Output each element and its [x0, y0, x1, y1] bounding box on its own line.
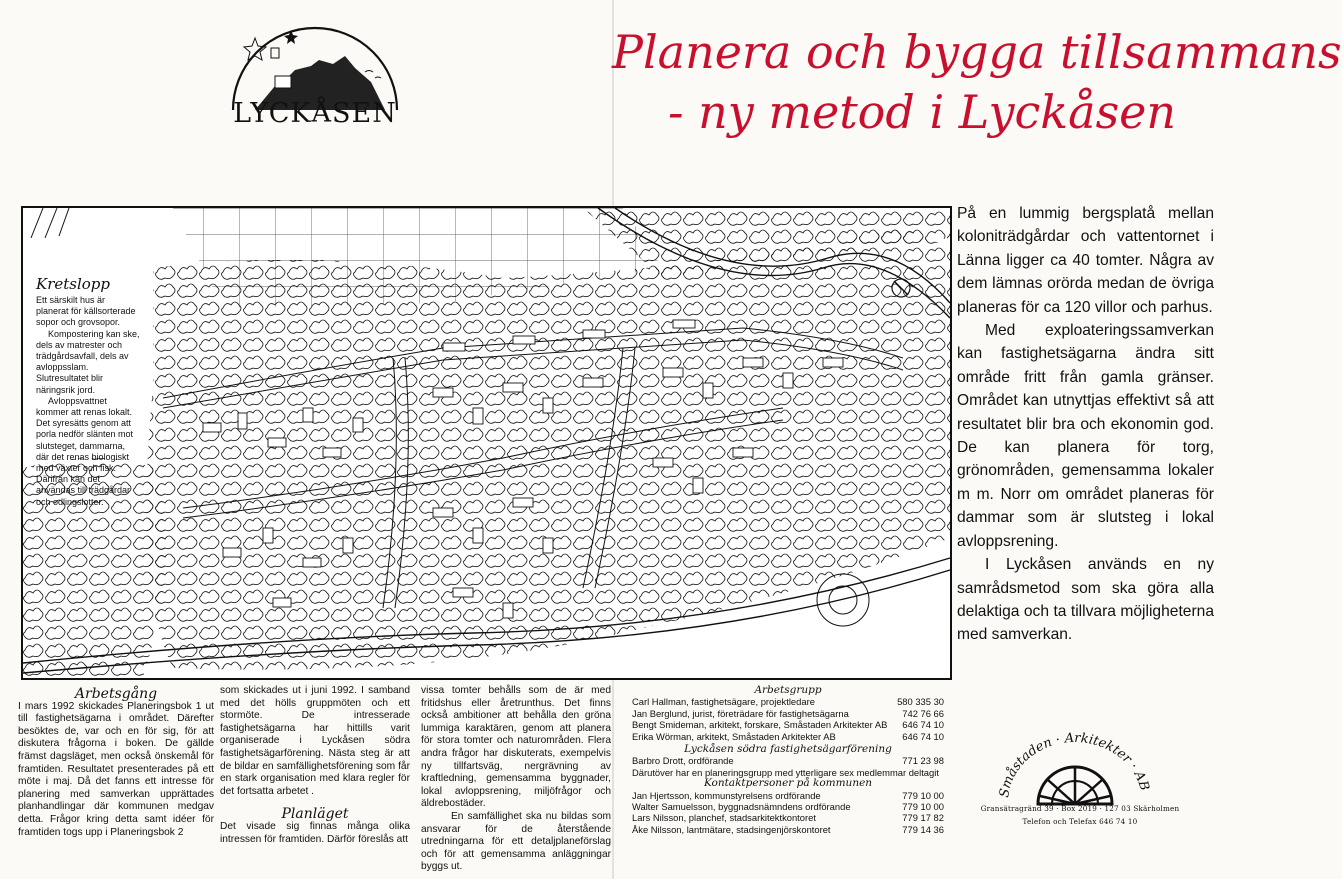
arbetsgang-text-continued: som skickades ut i juni 1992. I samband med det hölls gruppmöten och ett stormöte. De intresserade fastighetsägarna har hittills varit organiserade i Lyckåsen södra fastighetsägarförening. Nästa steg är att de bildar en samfällighetsförening som får en stark organisation med klara regler för det fortsatta arbetet .: [220, 685, 410, 797]
arbetsgang-text: I mars 1992 skickades Planeringsbok 1 ut till fastighetsägarna i området. Därefter besöktes de, var och en för sig, för att diskutera frågorna i boken. De gällde främst dagsläget, men också önskemål för framtiden. Resultatet presenterades på ett möte i maj. Då det fanns ett intresse för planering med samverkan upprättades planhandlingar där kommunen medgav detta. Frågor kring detta samt idéer för framtiden togs upp i Planeringsbok 2: [18, 700, 214, 838]
contact-name: Jan Hjertsson, kommunstyrelsens ordförande: [632, 789, 821, 801]
kretslopp-paragraph: Kompostering kan ske, dels av matrester och trädgårdsavfall, dels av avloppsslam. Slutresultatet blir näringsrik jord.: [36, 328, 140, 395]
contact-phone: 779 10 00: [902, 789, 944, 801]
kretslopp-paragraph: Ett särskilt hus är planerat för källsorterade sopor och grovsopor.: [36, 295, 136, 328]
intro-paragraph: Med exploateringssamverkan kan fastighetsägarna ändra sitt område fritt från gamla gränser. Området kan utnyttjas effektivt så att resultatet blir bra och ekonomin god. De kan planera för torg, grönområden, gemensamma lokaler m m. Norr om området planeras för dammar som är slutsteg i lokal avloppsrening.: [957, 322, 1214, 550]
site-plan-map: [21, 206, 952, 680]
firm-address: [980, 802, 1180, 828]
kretslopp-heading: Kretslopp: [36, 275, 111, 293]
firm-phone-line: Telefon och Telefax 646 74 10: [1022, 817, 1138, 826]
contact-phone: 646 74 10: [902, 730, 944, 742]
contact-name: Walter Samuelsson, byggnadsnämndens ordförande: [632, 801, 851, 813]
contact-name: Bengt Smideman, arkitekt, forskare, Småstaden Arkitekter AB: [632, 719, 888, 731]
contact-name: Barbro Drott, ordförande: [632, 755, 734, 767]
contact-name: Åke Nilsson, lantmätare, stadsingenjörskontoret: [632, 823, 831, 835]
contact-row: [632, 731, 944, 742]
planlaget-column-3: [421, 685, 611, 874]
intro-paragraph: I Lyckåsen används en ny samrådsmetod som ska göra alla delaktiga och ta tillvara möjligheterna med samverkan.: [957, 556, 1214, 644]
arbetsgang-column-1: [18, 688, 214, 839]
contact-row: [632, 790, 944, 801]
intro-text: [957, 202, 1214, 647]
contact-name: Carl Hallman, fastighetsägare, projektledare: [632, 696, 815, 708]
contact-row: [632, 755, 944, 766]
contact-phone: 646 74 10: [902, 719, 944, 731]
kretslopp-paragraph: Avloppsvattnet kommer att renas lokalt. Det syresätts genom att porla nedför slänten mot slutsteget, dammarna, där det renas biologiskt med växter och fisk. Därifrån kan det användas till trädgårdar och odlingslotter.: [36, 395, 134, 507]
arbetsgrupp-heading: Arbetsgrupp: [754, 684, 822, 696]
contact-row: [632, 812, 944, 823]
contact-phone: 779 10 00: [902, 801, 944, 813]
intro-paragraph: På en lummig bergsplatå mellan koloniträdgårdar och vattentornet i Länna ligger ca 40 tomter. Några av dem lämnas orörda medan de övriga planeras för ca 120 villor och parhus.: [957, 205, 1214, 316]
contact-list: [632, 685, 944, 835]
page-title: [612, 22, 1342, 142]
kommun-heading: Kontaktpersoner på kommunen: [703, 777, 873, 790]
forening-note: Därutöver har en planeringsgrupp med ytterligare sex medlemmar deltagit: [632, 766, 939, 778]
logo-wordmark: LYCKÅSEN: [233, 98, 397, 129]
planlaget-text-continued: vissa tomter behålls som de är med fritidshus eller åretrunthus. Det finns också ambitioner att behålla den gröna lummiga karaktären, genom att planera för stora tomter och naturområden. Flera andra frågor har diskuterats, exempelvis ny tillfartsväg, nergrävning av kraftledning, gemensamma byggnader, lokal avloppsrening, miljöfrågor och äldrebostäder.: [421, 685, 611, 810]
contact-phone: 742 76 66: [902, 707, 944, 719]
site-plan-drawing: [23, 208, 950, 678]
contact-name: Erika Wörman, arkitekt, Småstaden Arkitekter AB: [632, 730, 836, 742]
contact-row: [632, 708, 944, 719]
firm-address-line: Gransätragränd 39 · Box 2019 · 127 03 Skärholmen: [980, 804, 1180, 813]
contact-phone: 779 14 36: [902, 823, 944, 835]
contact-row: [632, 824, 944, 835]
contact-phone: 580 335 30: [897, 696, 944, 708]
forening-heading: Lyckåsen södra fastighetsägarförening: [684, 743, 892, 756]
contact-row: [632, 719, 944, 730]
arbetsgang-column-2: [220, 685, 410, 846]
contact-row: [632, 801, 944, 812]
contact-name: Jan Berglund, jurist, företrädare för fastighetsägarna: [632, 707, 849, 719]
planlaget-text: Det visade sig finnas många olika intressen för framtiden. Därför föreslås att: [220, 820, 410, 845]
contact-name: Lars Nilsson, planchef, stadsarkitektkontoret: [632, 812, 816, 824]
contact-phone: 771 23 98: [902, 755, 944, 767]
planlaget-heading: Planläget: [281, 806, 349, 823]
title-line-1: Planera och bygga tillsammans: [612, 25, 1342, 79]
title-line-2: - ny metod i Lyckåsen: [667, 85, 1177, 139]
kretslopp-text: [36, 295, 140, 508]
contact-phone: 779 17 82: [902, 812, 944, 824]
contact-row: [632, 696, 944, 707]
firm-logo-text: Småstaden · Arkitekter · AB: [997, 730, 1152, 799]
planlaget-text-samfallighet: En samfällighet ska nu bildas som ansvarar för de återstående utredningarna för ett detaljplaneförslag och för att gemensamma anläggningar byggs ut.: [421, 810, 611, 873]
arbetsgang-heading: Arbetsgång: [74, 686, 158, 702]
smastaden-logo: [990, 728, 1160, 808]
